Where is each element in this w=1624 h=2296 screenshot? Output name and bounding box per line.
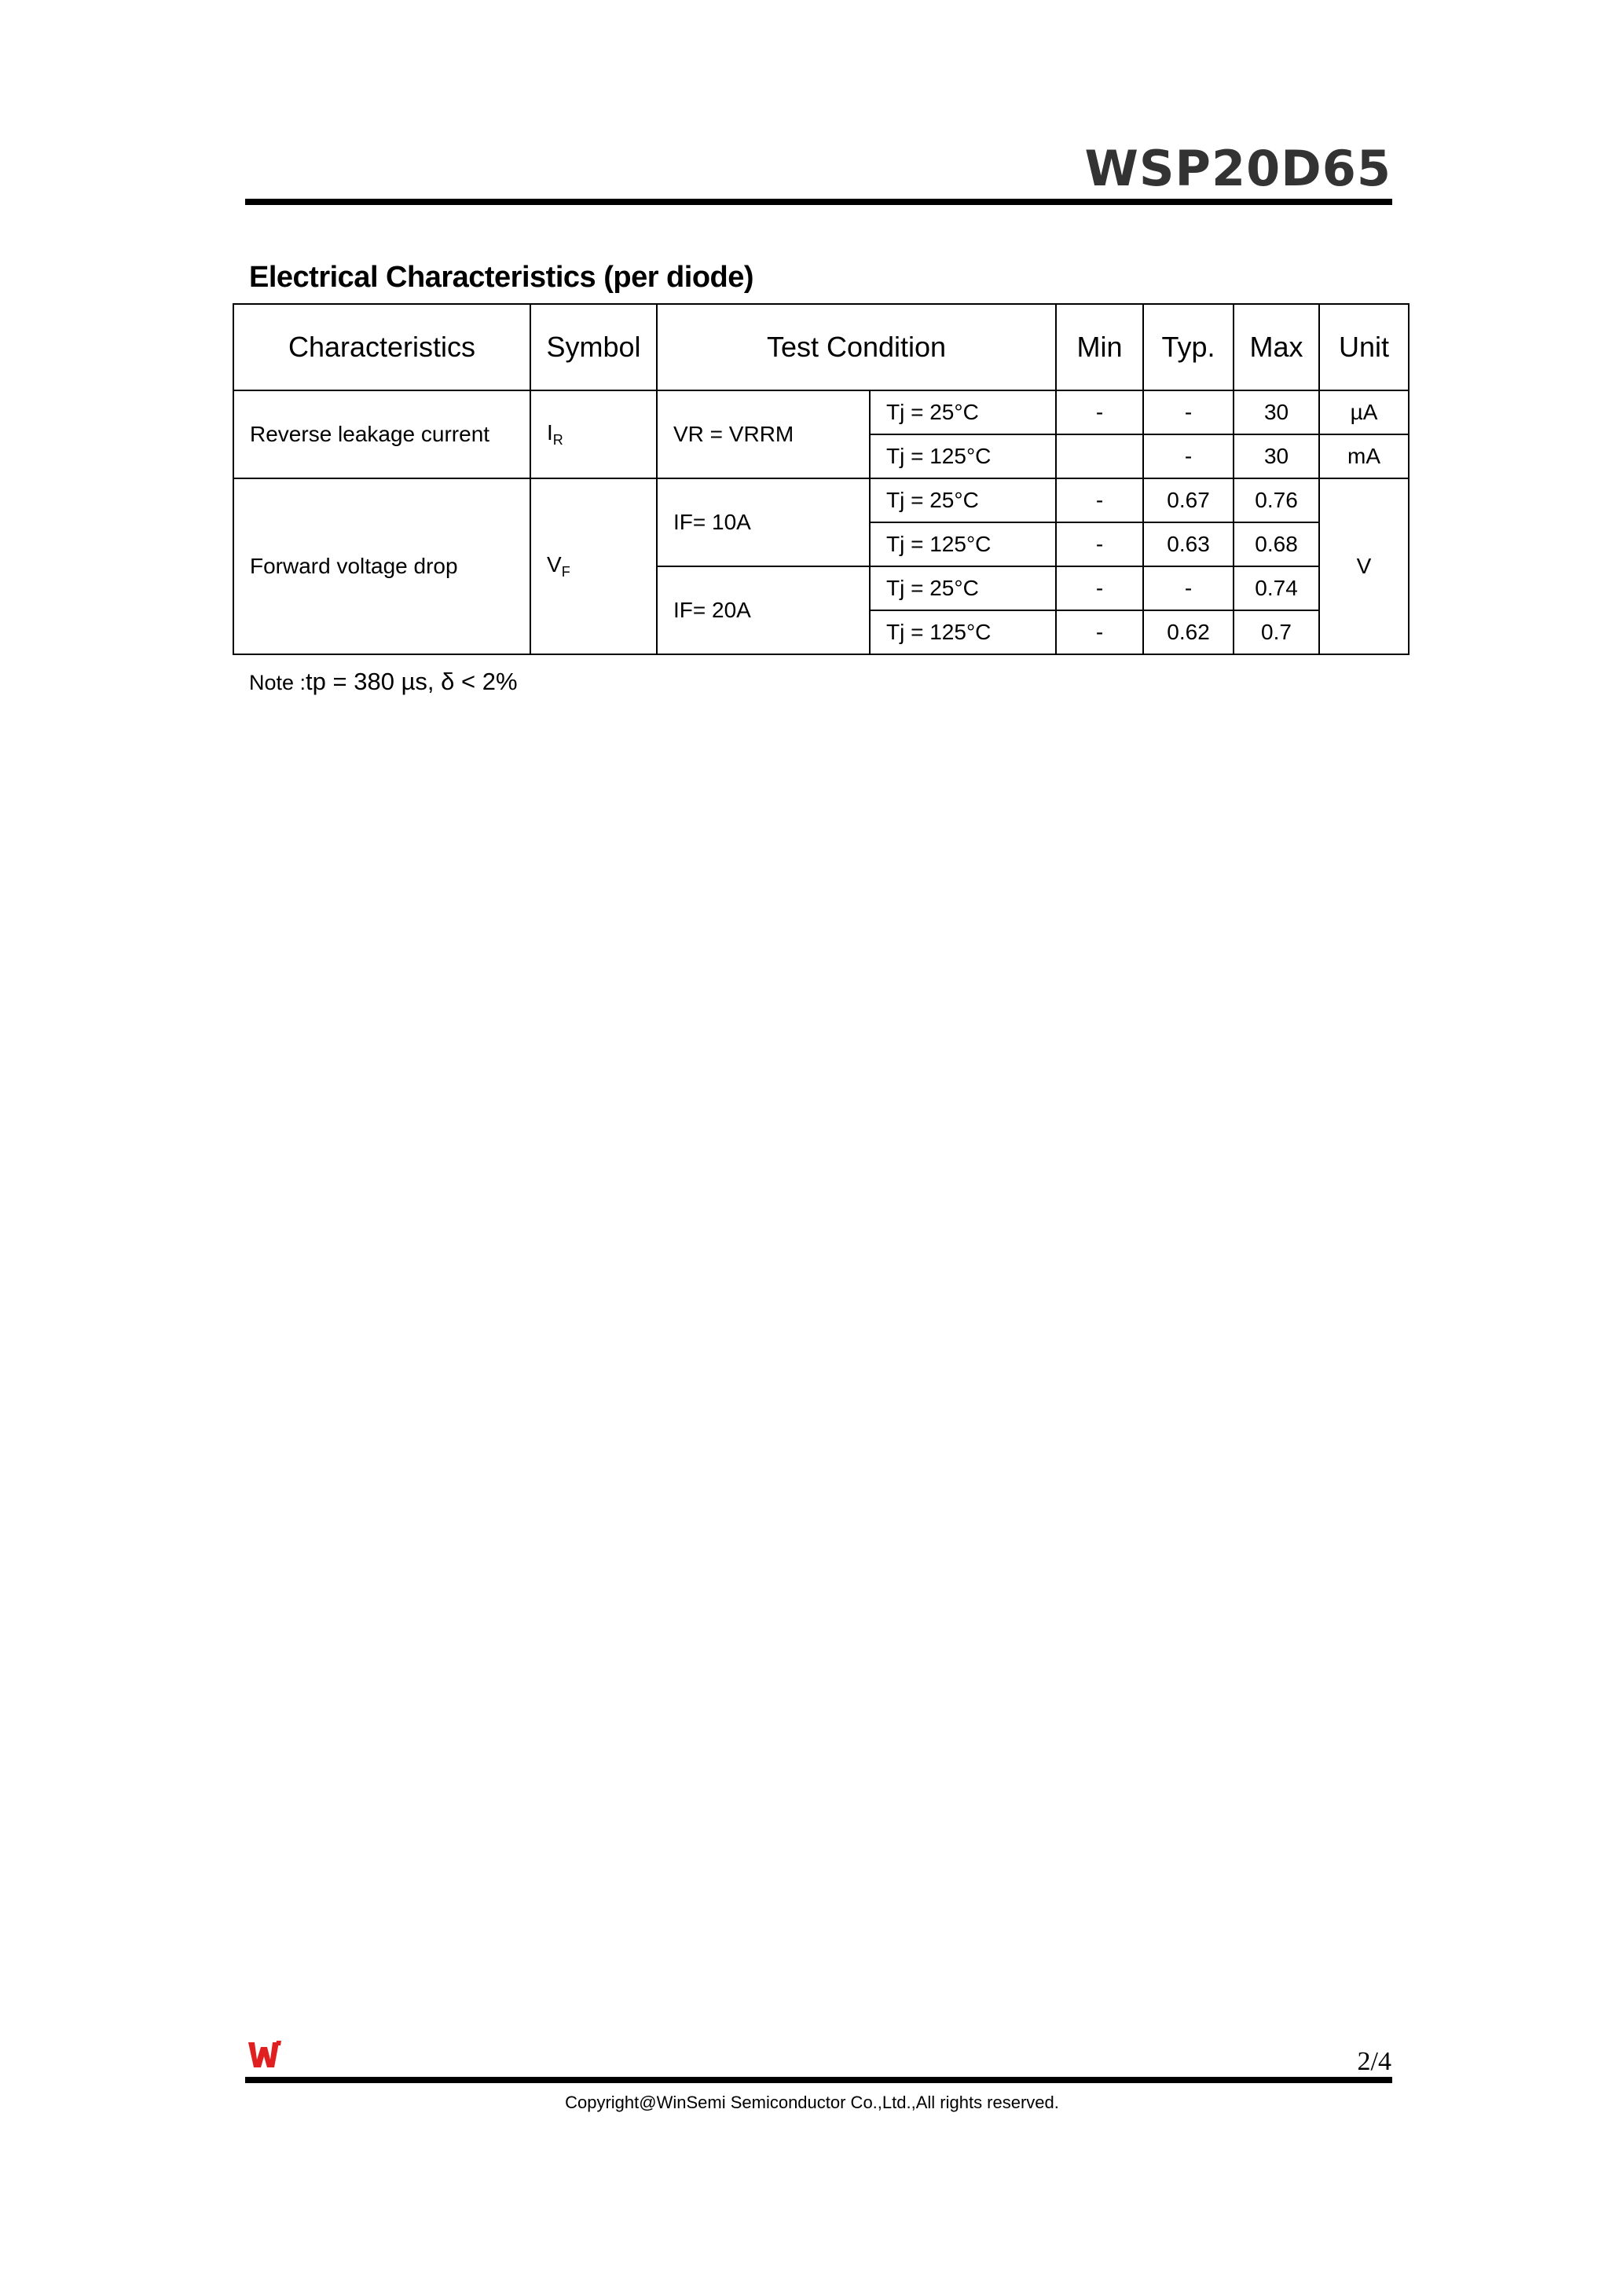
min-cell: -: [1056, 566, 1143, 610]
reverse-leakage-name: Reverse leakage current: [233, 390, 530, 478]
part-number: WSP20D65: [1084, 140, 1391, 197]
symbol-main: V: [547, 552, 562, 577]
tj-cell: Tj = 25°C: [870, 478, 1056, 522]
symbol-sub: F: [561, 564, 570, 580]
max-cell: 0.74: [1234, 566, 1319, 610]
table-header-row: [233, 304, 1409, 390]
winsemi-logo-icon: [247, 2039, 283, 2071]
table-row: [233, 390, 1409, 434]
symbol-main: I: [547, 420, 553, 445]
table-note: [249, 668, 518, 696]
typ-cell: 0.63: [1143, 522, 1234, 566]
reverse-condition: VR = VRRM: [657, 390, 870, 478]
forward-voltage-name: Forward voltage drop: [233, 478, 530, 654]
tj-cell: Tj = 125°C: [870, 610, 1056, 654]
note-text: tp = 380 µs, δ < 2%: [306, 668, 518, 695]
section-title: Electrical Characteristics (per diode): [249, 261, 754, 294]
reverse-leakage-symbol: [530, 390, 657, 478]
max-cell: 30: [1234, 434, 1319, 478]
page-number: 2/4: [1357, 2047, 1391, 2076]
typ-cell: 0.62: [1143, 610, 1234, 654]
header-unit: Unit: [1319, 304, 1409, 390]
min-cell: -: [1056, 522, 1143, 566]
header-test-condition: Test Condition: [657, 304, 1056, 390]
note-prefix: Note :: [249, 671, 306, 694]
header-symbol: Symbol: [530, 304, 657, 390]
header-rule: [245, 199, 1392, 205]
table-row: [233, 478, 1409, 522]
header-typ: Typ.: [1143, 304, 1234, 390]
tj-cell: Tj = 25°C: [870, 566, 1056, 610]
max-cell: 0.68: [1234, 522, 1319, 566]
copyright-text: Copyright@WinSemi Semiconductor Co.,Ltd.,All rights reserved.: [565, 2093, 1059, 2112]
typ-cell: 0.67: [1143, 478, 1234, 522]
forward-unit-cell: V: [1319, 478, 1409, 654]
header-max: Max: [1234, 304, 1319, 390]
unit-cell: µA: [1319, 390, 1409, 434]
min-cell: -: [1056, 610, 1143, 654]
min-cell: [1056, 434, 1143, 478]
electrical-characteristics-table: [233, 303, 1410, 655]
min-cell: -: [1056, 390, 1143, 434]
header-characteristics: Characteristics: [233, 304, 530, 390]
tj-cell: Tj = 125°C: [870, 434, 1056, 478]
forward-voltage-symbol: [530, 478, 657, 654]
forward-condition: IF= 10A: [657, 478, 870, 566]
typ-cell: -: [1143, 566, 1234, 610]
header-min: Min: [1056, 304, 1143, 390]
max-cell: 0.7: [1234, 610, 1319, 654]
footer-rule: [245, 2077, 1392, 2083]
forward-condition: IF= 20A: [657, 566, 870, 654]
typ-cell: -: [1143, 434, 1234, 478]
max-cell: 0.76: [1234, 478, 1319, 522]
symbol-sub: R: [552, 432, 563, 448]
min-cell: -: [1056, 478, 1143, 522]
max-cell: 30: [1234, 390, 1319, 434]
tj-cell: Tj = 25°C: [870, 390, 1056, 434]
tj-cell: Tj = 125°C: [870, 522, 1056, 566]
unit-cell: mA: [1319, 434, 1409, 478]
typ-cell: -: [1143, 390, 1234, 434]
